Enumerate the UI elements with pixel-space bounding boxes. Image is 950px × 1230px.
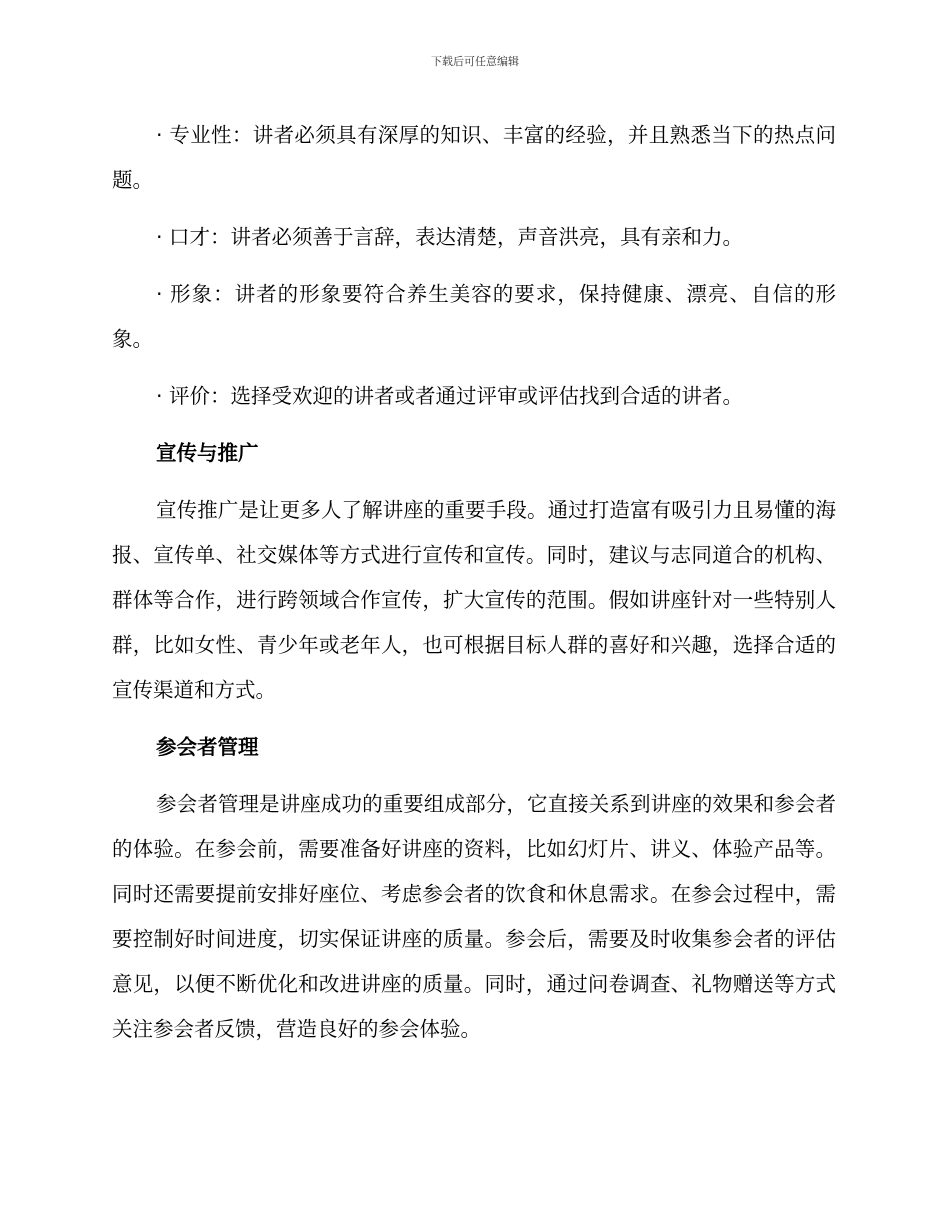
section-heading-attendee-management: 参会者管理 <box>156 735 259 759</box>
bullet-evaluation: · 评价：选择受欢迎的讲者或者通过评审或评估找到合适的讲者。 <box>156 384 744 408</box>
page-header: 下载后可任意编辑 <box>431 55 519 68</box>
section-body-attendee-management: 参会者管理是讲座成功的重要组成部分，它直接关系到讲座的效果和参会者的体验。在参会前，需要准备好讲座的资料，比如幻灯片、讲义、体验产品等。同时还需要提前安排好座位、考虑参会者的饮食和休息需求。在参会过程中，需要控制好时间进度，切实保证讲座的质量。参会后，需要及时收集参会者的评估意见，以便不断优化和改进讲座的质量。同时，通过问卷调查、礼物赠送等方式关注参会者反馈，营造良好的参会体验。 <box>112 792 836 1041</box>
section-heading-promotion: 宣传与推广 <box>156 441 259 465</box>
bullet-image: · 形象：讲者的形象要符合养生美容的要求，保持健康、漂亮、自信的形象。 <box>112 282 836 351</box>
section-body-promotion: 宣传推广是让更多人了解讲座的重要手段。通过打造富有吸引力且易懂的海报、宣传单、社交媒体等方式进行宣传和宣传。同时，建议与志同道合的机构、群体等合作，进行跨领域合作宣传，扩大宣传的范围。假如讲座针对一些特别人群，比如女性、青少年或老年人，也可根据目标人群的喜好和兴趣，选择合适的宣传渠道和方式。 <box>112 498 836 702</box>
bullet-professionalism: · 专业性：讲者必须具有深厚的知识、丰富的经验，并且熟悉当下的热点问题。 <box>112 123 836 192</box>
document-body <box>112 113 836 1064</box>
bullet-eloquence: · 口才：讲者必须善于言辞，表达清楚，声音洪亮，具有亲和力。 <box>156 225 744 249</box>
